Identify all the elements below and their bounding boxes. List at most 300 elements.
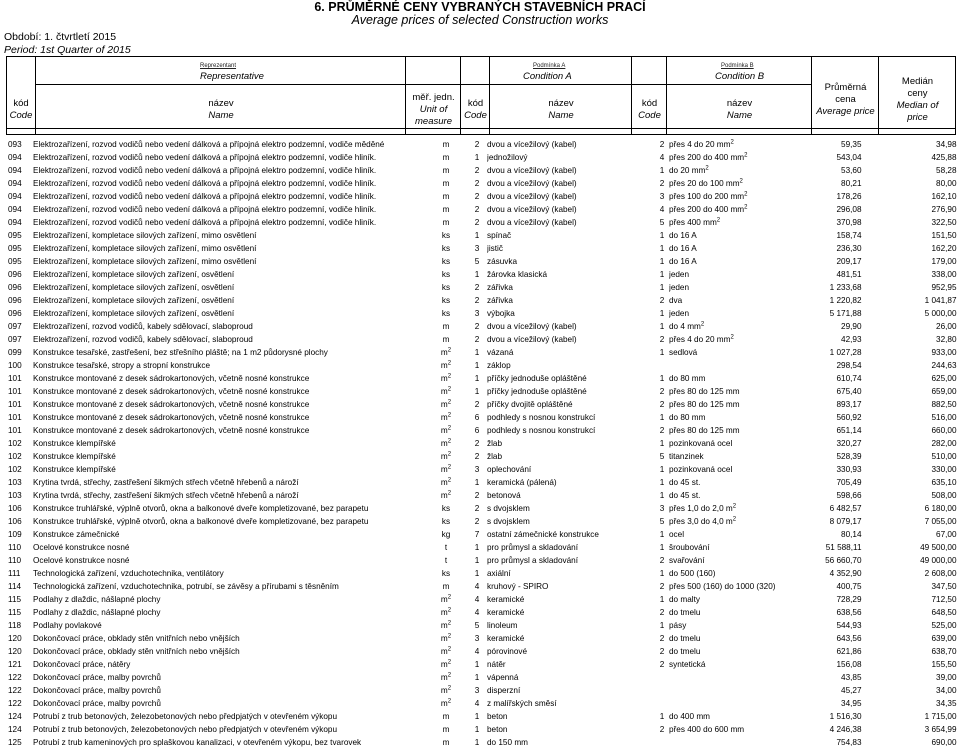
row-avg-price: 80,21: [841, 179, 862, 188]
row-condB-name: do 80 mm: [669, 413, 706, 422]
row-condA-code: 1: [474, 348, 480, 357]
row-unit: $m^2$: [440, 659, 452, 669]
row-condB-code: 2: [659, 335, 665, 344]
row-condA-code: 3: [474, 686, 480, 695]
row-code: 096: [8, 309, 22, 318]
row-median-price: 508,00: [931, 491, 957, 500]
row-avg-price: 178,26: [836, 192, 862, 201]
row-condB-name: přes 200 do 400 $mm^2$: [669, 204, 748, 214]
row-condA-code: 1: [474, 387, 480, 396]
table-row: [8, 567, 957, 580]
row-avg-price: 560,92: [836, 413, 862, 422]
row-condA-code: 1: [474, 673, 480, 682]
row-median-price: 322,50: [931, 218, 957, 227]
row-name: Elektrozařízení, rozvod vodičů nebo vedení dálková a přípojná elektro podzemní, vodiče hliník.: [33, 153, 377, 162]
row-name: Podlahy z dlaždic, nášlapné plochy: [33, 595, 161, 604]
row-median-price: 34,00: [936, 686, 957, 695]
row-code: 096: [8, 296, 22, 305]
table-row: [8, 424, 957, 437]
row-name: Konstrukce zámečnické: [33, 530, 120, 539]
row-name: Konstrukce montované z desek sádrokartonových, včetně nosné konstrukce: [33, 400, 310, 409]
row-name: Potrubí z trub kameninových pro splaškovou kanalizaci, v otevřeném výkopu, bez tvarovek: [33, 738, 362, 747]
row-condB-code: 2: [659, 426, 665, 435]
row-name: Ocelové konstrukce nosné: [33, 556, 130, 565]
row-condA-name: zářivka: [487, 283, 513, 292]
row-condB-code: 4: [659, 205, 665, 214]
row-condA-code: 1: [474, 361, 480, 370]
row-median-price: 162,20: [931, 244, 957, 253]
col-med-en2: price: [907, 112, 928, 123]
row-condB-name: přes 200 do 400 $mm^2$: [669, 152, 748, 162]
row-name: Krytina tvrdá, střechy, zastřešení šikmých střech včetně hřebenů a nároží: [33, 491, 299, 500]
row-median-price: 660,00: [931, 426, 957, 435]
table-row: [8, 229, 957, 242]
row-unit: m: [442, 205, 450, 214]
row-median-price: 80,00: [936, 179, 957, 188]
row-condB-code: 1: [659, 712, 665, 721]
row-condB-code: 2: [659, 179, 665, 188]
table-row: [8, 320, 957, 333]
row-condA-name: kruhový - SPIRO: [487, 582, 549, 591]
row-avg-price: 34,95: [841, 699, 862, 708]
row-code: 114: [8, 582, 22, 591]
table-row: [8, 437, 957, 450]
row-avg-price: 598,66: [836, 491, 862, 500]
row-name: Konstrukce tesařské, stropy a stropní konstrukce: [33, 361, 211, 370]
row-condB-name: svařování: [669, 556, 705, 565]
header-sub-rule: [460, 84, 812, 85]
row-name: Technologická zařízení, vzduchotechnika, potrubí, se závěsy a přírubami s těsněním: [33, 582, 339, 591]
row-name: Elektrozařízení, kompletace silových zařízení, osvětlení: [33, 270, 235, 279]
row-condA-code: 3: [474, 465, 480, 474]
row-name: Dokončovací práce, malby povrchů: [33, 686, 161, 695]
row-median-price: 151,50: [931, 231, 957, 240]
superscript-marker: 2: [447, 685, 452, 692]
row-code: 106: [8, 517, 22, 526]
row-condA-code: 1: [474, 569, 480, 578]
row-median-price: 882,50: [931, 400, 957, 409]
row-median-price: 179,00: [931, 257, 957, 266]
row-avg-price: 543,04: [836, 153, 862, 162]
row-condB-code: 1: [659, 166, 665, 175]
row-condA-name: dvou a vícežilový (kabel): [487, 205, 577, 214]
superscript-marker: 2: [447, 464, 452, 471]
row-avg-price: 1 516,30: [829, 712, 862, 721]
table-row: [8, 398, 957, 411]
row-code: 109: [8, 530, 22, 539]
row-code: 094: [8, 153, 22, 162]
row-condA-code: 2: [474, 452, 480, 461]
row-code: 101: [8, 400, 22, 409]
table-row: [8, 255, 957, 268]
table-row: [8, 190, 957, 203]
row-name: Dokončovací práce, nátěry: [33, 660, 131, 669]
row-condB-code: 1: [659, 543, 665, 552]
row-code: 115: [8, 608, 22, 617]
table-row: [8, 177, 957, 190]
row-avg-price: 754,83: [836, 738, 862, 747]
row-avg-price: 643,56: [836, 634, 862, 643]
row-median-price: 5 000,00: [924, 309, 957, 318]
row-condB-code: 1: [659, 595, 665, 604]
row-unit: m: [442, 725, 450, 734]
superscript-marker: 2: [447, 347, 452, 354]
row-condA-name: dvou a vícežilový (kabel): [487, 218, 577, 227]
row-condB-name: dva: [669, 296, 683, 305]
row-condA-name: keramické: [487, 634, 525, 643]
table-row: [8, 684, 957, 697]
row-condB-code: 1: [659, 413, 665, 422]
table-row: [8, 502, 957, 515]
superscript-marker: 2: [447, 659, 452, 666]
row-condB-name: pozinkovaná ocel: [669, 465, 733, 474]
row-condA-name: disperzní: [487, 686, 521, 695]
rep-label-small: Reprezentant: [200, 63, 237, 69]
row-avg-price: 1 233,68: [829, 283, 862, 292]
row-code: 120: [8, 647, 22, 656]
row-name: Potrubí z trub betonových, železobetonových nebo předpjatých v otevřeném výkopu: [33, 725, 338, 734]
row-condA-code: 5: [474, 621, 480, 630]
table-row: [8, 294, 957, 307]
col-code-en: Code: [9, 110, 33, 121]
table-row: [8, 632, 957, 645]
row-condB-name: jeden: [669, 283, 690, 292]
row-condA-name: s dvojsklem: [487, 504, 530, 513]
row-condA-name: příčky jednoduše opláštěné: [487, 387, 587, 396]
row-condA-name: beton: [487, 712, 508, 721]
row-condA-code: 7: [474, 530, 480, 539]
row-condB-name: [669, 671, 776, 684]
table-row: [8, 463, 957, 476]
row-unit: ks: [441, 257, 451, 266]
row-name: Elektrozařízení, rozvod vodičů nebo vedení dálková a přípojná elektro podzemní, vodiče hliník.: [33, 192, 377, 201]
superscript-marker: 2: [447, 698, 452, 705]
row-condB-name: [669, 359, 776, 372]
row-condB-code: 3: [659, 504, 665, 513]
row-condB-name: do 20 $mm^2$: [669, 165, 709, 175]
row-condB-name: do 16 A: [669, 244, 697, 253]
row-condB-name: přes 3,0 do 4,0 $m^2$: [669, 516, 737, 526]
row-condB-name: [669, 736, 776, 749]
row-name: Konstrukce klempířské: [33, 439, 116, 448]
row-unit: $m^2$: [440, 633, 452, 643]
row-unit: ks: [441, 517, 451, 526]
row-avg-price: 320,27: [836, 439, 862, 448]
row-code: 102: [8, 465, 22, 474]
row-condA-name: příčky jednoduše opláštěné: [487, 374, 587, 383]
row-median-price: 1 041,87: [924, 296, 957, 305]
row-avg-price: 236,30: [836, 244, 862, 253]
col-med-en1: Median of: [896, 100, 939, 111]
row-name: Elektrozařízení, rozvod vodičů nebo vedení dálková a přípojná elektro podzemní, vodiče hliník.: [33, 166, 377, 175]
row-condA-name: oplechování: [487, 465, 532, 474]
row-condB-code: [655, 684, 669, 697]
row-condA-name: dvou a vícežilový (kabel): [487, 335, 577, 344]
row-unit: $m^2$: [440, 490, 452, 500]
row-unit: $m^2$: [440, 438, 452, 448]
page-title: 6. PRŮMĚRNÉ CENY VYBRANÝCH STAVEBNÍCH PRACÍ: [314, 0, 646, 14]
row-code: 120: [8, 634, 22, 643]
row-condB-code: 1: [659, 478, 665, 487]
row-name: Elektrozařízení, kompletace silových zařízení, osvětlení: [33, 309, 235, 318]
row-code: 103: [8, 478, 22, 487]
row-condB-name: jeden: [669, 270, 690, 279]
row-condA-name: žlab: [487, 452, 503, 461]
row-condB-code: 2: [659, 387, 665, 396]
row-avg-price: 80,14: [841, 530, 862, 539]
row-condB-name: titanzinek: [669, 452, 704, 461]
row-name: Dokončovací práce, obklady stěn vnitřních nebo vnějších: [33, 634, 240, 643]
row-unit: $m^2$: [440, 360, 452, 370]
row-unit: $m^2$: [440, 672, 452, 682]
superscript-marker: 2: [744, 204, 748, 211]
row-avg-price: 528,39: [836, 452, 862, 461]
row-condA-code: 2: [474, 504, 480, 513]
row-condA-code: 1: [474, 556, 480, 565]
row-avg-price: 29,90: [841, 322, 862, 331]
row-code: 122: [8, 686, 22, 695]
row-unit: m: [442, 738, 450, 747]
row-unit: m: [442, 322, 450, 331]
row-unit: t: [444, 556, 448, 565]
row-median-price: 34,35: [936, 699, 957, 708]
row-median-price: 347,50: [931, 582, 957, 591]
row-condB-code: 1: [659, 439, 665, 448]
table-row: [8, 606, 957, 619]
header-divider: [35, 56, 36, 135]
row-unit: $m^2$: [440, 373, 452, 383]
condB-label-small: Podmínka B: [721, 63, 754, 69]
row-condB-code: 1: [659, 569, 665, 578]
row-condB-name: jeden: [669, 309, 690, 318]
row-code: 121: [8, 660, 22, 669]
row-avg-price: 4 352,90: [829, 569, 862, 578]
table-row: [8, 645, 957, 658]
row-code: 094: [8, 166, 22, 175]
row-name: Dokončovací práce, malby povrchů: [33, 673, 161, 682]
row-condB-name: pásy: [669, 621, 687, 630]
row-condA-name: vázaná: [487, 348, 514, 357]
row-name: Elektrozařízení, rozvod vodičů nebo vedení dálková a přípojná elektro podzemní, vodiče hliník.: [33, 179, 377, 188]
row-condA-name: vápenná: [487, 673, 519, 682]
row-code: 096: [8, 270, 22, 279]
row-code: 094: [8, 179, 22, 188]
row-condB-name: přes 80 do 125 mm: [669, 400, 740, 409]
col-condA-code-en: Code: [464, 110, 487, 121]
row-unit: $m^2$: [440, 477, 452, 487]
row-unit: $m^2$: [440, 646, 452, 656]
row-code: 100: [8, 361, 22, 370]
row-avg-price: 53,60: [841, 166, 862, 175]
row-condB-code: 1: [659, 530, 665, 539]
table-row: [8, 476, 957, 489]
row-median-price: 639,00: [931, 634, 957, 643]
period-cz: Období: 1. čtvrtletí 2015: [4, 31, 117, 43]
row-code: 099: [8, 348, 22, 357]
row-unit: ks: [441, 504, 451, 513]
row-condA-name: žlab: [487, 439, 503, 448]
row-condA-name: podhledy s nosnou konstrukcí: [487, 426, 596, 435]
row-condB-code: 5: [659, 218, 665, 227]
row-avg-price: 638,56: [836, 608, 862, 617]
row-name: Elektrozařízení, rozvod vodičů nebo vedení dálková a přípojná elektro podzemní, vodiče hliník.: [33, 218, 377, 227]
row-unit: m: [442, 140, 450, 149]
header-sub-rule: [35, 84, 461, 85]
row-unit: $m^2$: [440, 399, 452, 409]
row-name: Konstrukce truhlářské, výplně otvorů, okna a balkonové dveře kompletizované, bez parapetu: [33, 504, 369, 513]
row-condB-name: [669, 697, 776, 710]
row-condA-code: 2: [474, 192, 480, 201]
row-name: Technologická zařízení, vzduchotechnika, ventilátory: [33, 569, 224, 578]
row-unit: ks: [441, 283, 451, 292]
row-condB-code: 1: [659, 491, 665, 500]
table-row: [8, 528, 957, 541]
row-condB-code: 2: [659, 608, 665, 617]
row-avg-price: 621,86: [836, 647, 862, 656]
header-divider: [489, 56, 490, 135]
row-code: 097: [8, 335, 22, 344]
superscript-marker: 2: [447, 386, 452, 393]
row-avg-price: 5 171,88: [829, 309, 862, 318]
row-code: 101: [8, 387, 22, 396]
row-median-price: 516,00: [931, 413, 957, 422]
col-med-cz1: Medián: [901, 76, 934, 87]
row-unit: ks: [441, 231, 451, 240]
row-avg-price: 370,98: [836, 218, 862, 227]
table-row: [8, 450, 957, 463]
superscript-marker: 2: [447, 438, 452, 445]
row-condA-code: 4: [474, 582, 480, 591]
row-condB-code: 2: [659, 400, 665, 409]
row-median-price: 2 608,00: [924, 569, 957, 578]
row-unit: $m^2$: [440, 685, 452, 695]
table-row: [8, 723, 957, 736]
row-condB-code: [655, 359, 669, 372]
row-code: 103: [8, 491, 22, 500]
row-condA-code: 4: [474, 608, 480, 617]
row-condB-name: přes 1,0 do 2,0 $m^2$: [669, 503, 737, 513]
row-condA-code: 4: [474, 595, 480, 604]
row-median-price: 34,98: [936, 140, 957, 149]
row-name: Elektrozařízení, kompletace silových zařízení, mimo osvětlení: [33, 257, 257, 266]
row-condB-name: [669, 684, 776, 697]
table-row: [8, 736, 957, 749]
row-avg-price: 8 079,17: [829, 517, 862, 526]
row-condA-code: 1: [474, 725, 480, 734]
superscript-marker: 2: [447, 373, 452, 380]
row-median-price: 39,00: [936, 673, 957, 682]
row-condA-code: 3: [474, 244, 480, 253]
row-code: 095: [8, 257, 22, 266]
row-unit: $m^2$: [440, 464, 452, 474]
row-condA-name: záklop: [487, 361, 511, 370]
row-condB-name: do tmelu: [669, 608, 701, 617]
row-condB-code: 2: [659, 634, 665, 643]
row-unit: ks: [441, 309, 451, 318]
row-condA-code: 2: [474, 517, 480, 526]
row-unit: ks: [441, 270, 451, 279]
row-code: 097: [8, 322, 22, 331]
row-condA-code: 1: [474, 738, 480, 747]
row-median-price: 155,50: [931, 660, 957, 669]
row-condB-name: do 45 st.: [669, 491, 701, 500]
row-condB-code: 1: [659, 283, 665, 292]
row-code: 122: [8, 699, 22, 708]
row-condA-name: jednožilový: [487, 153, 528, 162]
row-condB-name: přes 20 do 100 $mm^2$: [669, 178, 743, 188]
row-condB-name: do 400 mm: [669, 712, 710, 721]
table-row: [8, 697, 957, 710]
superscript-marker: 2: [732, 503, 737, 510]
row-condB-code: 5: [659, 452, 665, 461]
row-code: 118: [8, 621, 22, 630]
table-row: [8, 671, 957, 684]
row-name: Krytina tvrdá, střechy, zastřešení šikmých střech včetně hřebenů a nároží: [33, 478, 299, 487]
row-unit: $m^2$: [440, 425, 452, 435]
row-condB-name: do malty: [669, 595, 700, 604]
row-avg-price: 1 220,82: [829, 296, 862, 305]
row-condB-name: přes 100 do 200 $mm^2$: [669, 191, 748, 201]
table-row: [8, 619, 957, 632]
row-condB-name: do 16 A: [669, 257, 697, 266]
row-median-price: 330,00: [931, 465, 957, 474]
row-median-price: 933,00: [931, 348, 957, 357]
header-divider: [6, 56, 7, 135]
superscript-marker: 2: [447, 633, 452, 640]
row-name: Elektrozařízení, kompletace silových zařízení, osvětlení: [33, 296, 235, 305]
row-name: Elektrozařízení, rozvod vodičů nebo vedení dálková a přípojná elektro podzemní, vodiče měděné: [33, 140, 385, 149]
row-condB-code: 1: [659, 244, 665, 253]
row-condB-code: 1: [659, 257, 665, 266]
row-name: Konstrukce tesařské, zastřešení, bez střešního pláště; na 1 m2 půdorysné plochy: [33, 348, 328, 357]
table-row: [8, 489, 957, 502]
table-row: [8, 359, 957, 372]
row-median-price: 525,00: [931, 621, 957, 630]
superscript-marker: 2: [744, 191, 748, 198]
col-code-cz: kód: [13, 98, 29, 109]
row-name: Konstrukce montované z desek sádrokartonových, včetně nosné konstrukce: [33, 374, 310, 383]
col-med-cz2: ceny: [907, 88, 928, 99]
table-row: [8, 385, 957, 398]
row-median-price: 58,28: [936, 166, 957, 175]
row-condB-code: 4: [659, 153, 665, 162]
row-median-price: 952,95: [931, 283, 957, 292]
table-row: [8, 554, 957, 567]
row-name: Elektrozařízení, kompletace silových zařízení, osvětlení: [33, 283, 235, 292]
table-row: [8, 164, 957, 177]
row-avg-price: 6 482,57: [829, 504, 862, 513]
table-row: [8, 216, 957, 229]
col-condA-code-cz: kód: [467, 98, 484, 109]
row-condA-code: 3: [474, 309, 480, 318]
table-row: [8, 593, 957, 606]
superscript-marker: 2: [739, 178, 743, 185]
superscript-marker: 2: [744, 152, 748, 159]
row-unit: m: [442, 179, 450, 188]
row-condA-name: dvou a vícežilový (kabel): [487, 179, 577, 188]
table-row: [8, 710, 957, 723]
row-unit: $m^2$: [440, 698, 452, 708]
row-unit: $m^2$: [440, 451, 452, 461]
row-unit: ks: [441, 244, 451, 253]
row-condA-name: beton: [487, 725, 508, 734]
row-condA-name: spínač: [487, 231, 512, 240]
row-code: 095: [8, 244, 22, 253]
col-avg-en: Average price: [816, 106, 875, 117]
superscript-marker: 2: [447, 360, 452, 367]
superscript-marker: 2: [447, 672, 452, 679]
row-condA-name: nátěr: [487, 660, 506, 669]
